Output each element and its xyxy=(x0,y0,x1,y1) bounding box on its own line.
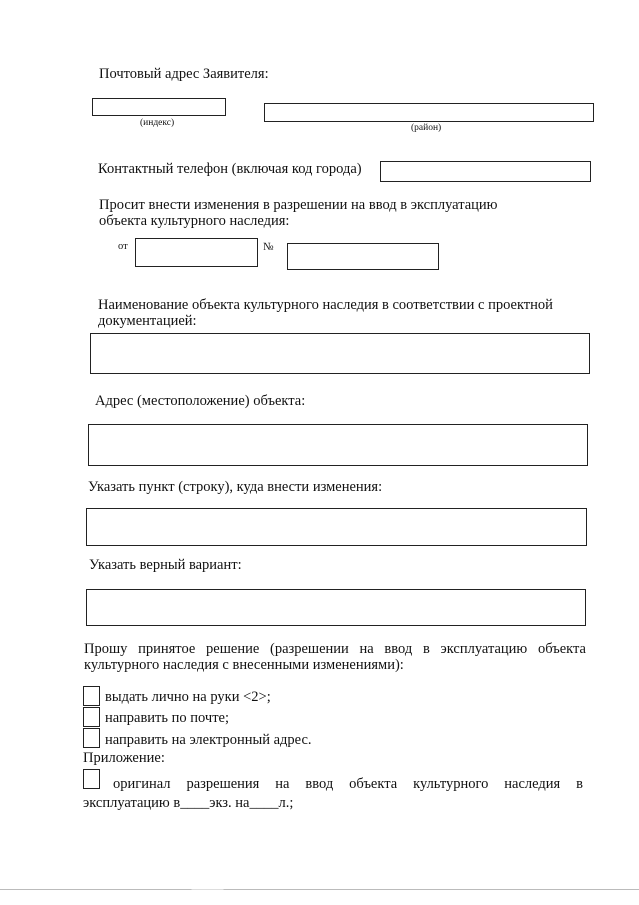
delivery-in-person-checkbox[interactable] xyxy=(83,686,100,706)
from-label: от xyxy=(118,241,128,252)
permit-date-field[interactable] xyxy=(135,238,258,267)
request-text-line2: объекта культурного наследия: xyxy=(99,213,290,229)
change-item-field[interactable] xyxy=(86,508,587,546)
postal-index-caption: (индекс) xyxy=(140,118,175,128)
object-name-field[interactable] xyxy=(90,333,590,374)
delivery-in-person-label: выдать лично на руки <2>; xyxy=(105,689,271,705)
phone-label: Контактный телефон (включая код города) xyxy=(98,161,362,177)
district-caption: (район) xyxy=(411,123,442,133)
attachment-text-line1: оригинал разрешения на ввод объекта культурного наследия в xyxy=(113,776,583,792)
district-field[interactable] xyxy=(264,103,594,122)
number-label: № xyxy=(263,241,274,253)
decision-text-line1: Прошу принятое решение (разрешении на ввод в эксплуатацию объекта xyxy=(84,641,586,657)
delivery-by-mail-checkbox[interactable] xyxy=(83,707,100,727)
object-address-label: Адрес (местоположение) объекта: xyxy=(95,393,306,409)
page-edge-divider xyxy=(0,889,639,890)
object-address-field[interactable] xyxy=(88,424,588,466)
correct-variant-label: Указать верный вариант: xyxy=(89,557,242,573)
attachment-text-line2: эксплуатацию в____экз. на____л.; xyxy=(83,795,294,811)
change-item-label: Указать пункт (строку), куда внести изменения: xyxy=(88,479,383,495)
delivery-by-email-checkbox[interactable] xyxy=(83,728,100,748)
postal-index-field[interactable] xyxy=(92,98,226,116)
phone-field[interactable] xyxy=(380,161,591,182)
correct-variant-field[interactable] xyxy=(86,589,586,626)
attachment-label: Приложение: xyxy=(83,750,165,766)
applicant-address-label: Почтовый адрес Заявителя: xyxy=(99,66,269,82)
permit-number-field[interactable] xyxy=(287,243,439,270)
delivery-by-email-label: направить на электронный адрес. xyxy=(105,732,312,748)
object-name-label-line1: Наименование объекта культурного наследия в соответствии с проектной xyxy=(98,297,553,313)
decision-text-line2: культурного наследия с внесенными изменениями): xyxy=(84,657,404,673)
delivery-by-mail-label: направить по почте; xyxy=(105,710,229,726)
attachment-original-checkbox[interactable] xyxy=(83,769,100,789)
object-name-label-line2: документацией: xyxy=(98,313,197,329)
request-text-line1: Просит внести изменения в разрешении на ввод в эксплуатацию xyxy=(99,197,498,213)
